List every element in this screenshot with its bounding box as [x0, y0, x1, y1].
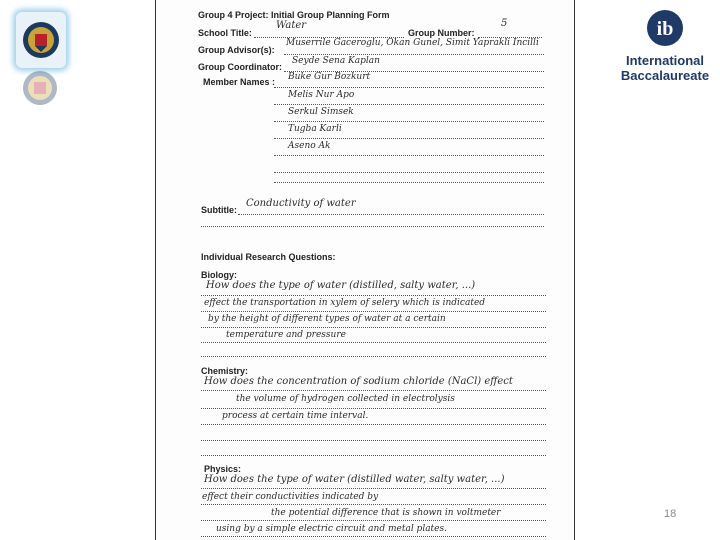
ib-badge-text: ib — [656, 18, 674, 40]
biology-text-1: How does the type of water (distilled, salty water, ...) — [206, 280, 476, 291]
member-line-7 — [274, 182, 544, 183]
biology-line-1 — [201, 295, 546, 296]
member-name-4: Tugba Karli — [288, 124, 342, 134]
biology-line-3 — [201, 327, 546, 328]
member-name-1: Buke Gur Bozkurt — [288, 72, 371, 82]
planning-form-sheet — [155, 0, 575, 540]
group-number-label: Group Number: — [408, 28, 475, 38]
member-name-5: Aseno Ak — [288, 141, 331, 151]
subtitle-label: Subtitle: — [201, 205, 237, 215]
member-line-4 — [274, 138, 544, 139]
biology-text-3: by the height of different types of water at a certain — [208, 314, 446, 324]
member-name-2: Melis Nur Apo — [288, 90, 355, 100]
physics-line-3 — [201, 520, 546, 521]
ib-badge-icon — [645, 8, 685, 48]
chemistry-line-1 — [201, 390, 546, 391]
group-number-value: 5 — [501, 18, 508, 29]
school-logo-reflection — [18, 66, 62, 110]
physics-text-1: How does the type of water (distilled water, salty water, ...) — [204, 474, 505, 485]
physics-text-4: using by a simple electric circuit and metal plates. — [216, 524, 447, 534]
biology-line-2 — [201, 311, 546, 312]
school-crest-icon — [21, 18, 61, 62]
biology-label: Biology: — [201, 270, 237, 280]
advisors-label: Group Advisor(s): — [198, 45, 275, 55]
coordinator-value: Seyde Sena Kaplan — [292, 56, 380, 66]
physics-label: Physics: — [204, 464, 242, 474]
ib-wordmark-line2: Baccalaureate — [620, 68, 710, 83]
biology-text-2: effect the transportation in xylem of selery which is indicated — [204, 298, 486, 308]
members-label: Member Names : — [203, 77, 276, 87]
irq-heading: Individual Research Questions: — [201, 252, 336, 262]
physics-text-2: effect their conductivities indicated by — [202, 492, 379, 502]
slide-page-number: 18 — [664, 508, 677, 520]
chemistry-line-5 — [201, 455, 546, 456]
biology-line-5 — [201, 356, 546, 357]
advisors-line — [284, 54, 544, 55]
school-title-value: Water — [276, 20, 307, 31]
member-line-1 — [274, 87, 544, 88]
chemistry-text-3: process at certain time interval. — [222, 411, 369, 421]
subtitle-line — [238, 214, 544, 215]
school-title-label: School Title: — [198, 28, 252, 38]
ib-wordmark-line1: International — [625, 53, 704, 68]
school-crest-reflection-icon — [20, 68, 60, 108]
chemistry-line-4 — [201, 440, 546, 441]
chemistry-label: Chemistry: — [201, 366, 249, 376]
chemistry-line-3 — [201, 424, 546, 425]
coordinator-label: Group Coordinator: — [198, 62, 282, 72]
subtitle-line-2 — [201, 226, 544, 227]
physics-line-4 — [201, 536, 546, 537]
chemistry-text-2: the volume of hydrogen collected in electrolysis — [236, 394, 455, 404]
form-title: Group 4 Project: Initial Group Planning Form — [198, 10, 390, 20]
subtitle-value: Conductivity of water — [246, 198, 356, 209]
chemistry-text-1: How does the concentration of sodium chloride (NaCl) effect — [204, 376, 513, 387]
physics-line-2 — [201, 504, 546, 505]
advisors-value: Muserrile Gaceroglu, Okan Gunel, Simit Yaprakli Incilli — [286, 38, 539, 48]
chemistry-line-2 — [201, 408, 546, 409]
ib-logo — [618, 8, 712, 84]
physics-text-3: the potential difference that is shown in voltmeter — [271, 508, 501, 518]
member-name-3: Serkul Simsek — [288, 107, 354, 117]
physics-line-1 — [201, 488, 546, 489]
biology-text-4: temperature and pressure — [226, 330, 346, 340]
school-logo — [16, 12, 66, 68]
member-line-2 — [274, 104, 544, 105]
member-line-3 — [274, 121, 544, 122]
biology-line-4 — [201, 342, 546, 343]
member-line-5 — [274, 155, 544, 156]
member-line-6 — [274, 172, 544, 173]
